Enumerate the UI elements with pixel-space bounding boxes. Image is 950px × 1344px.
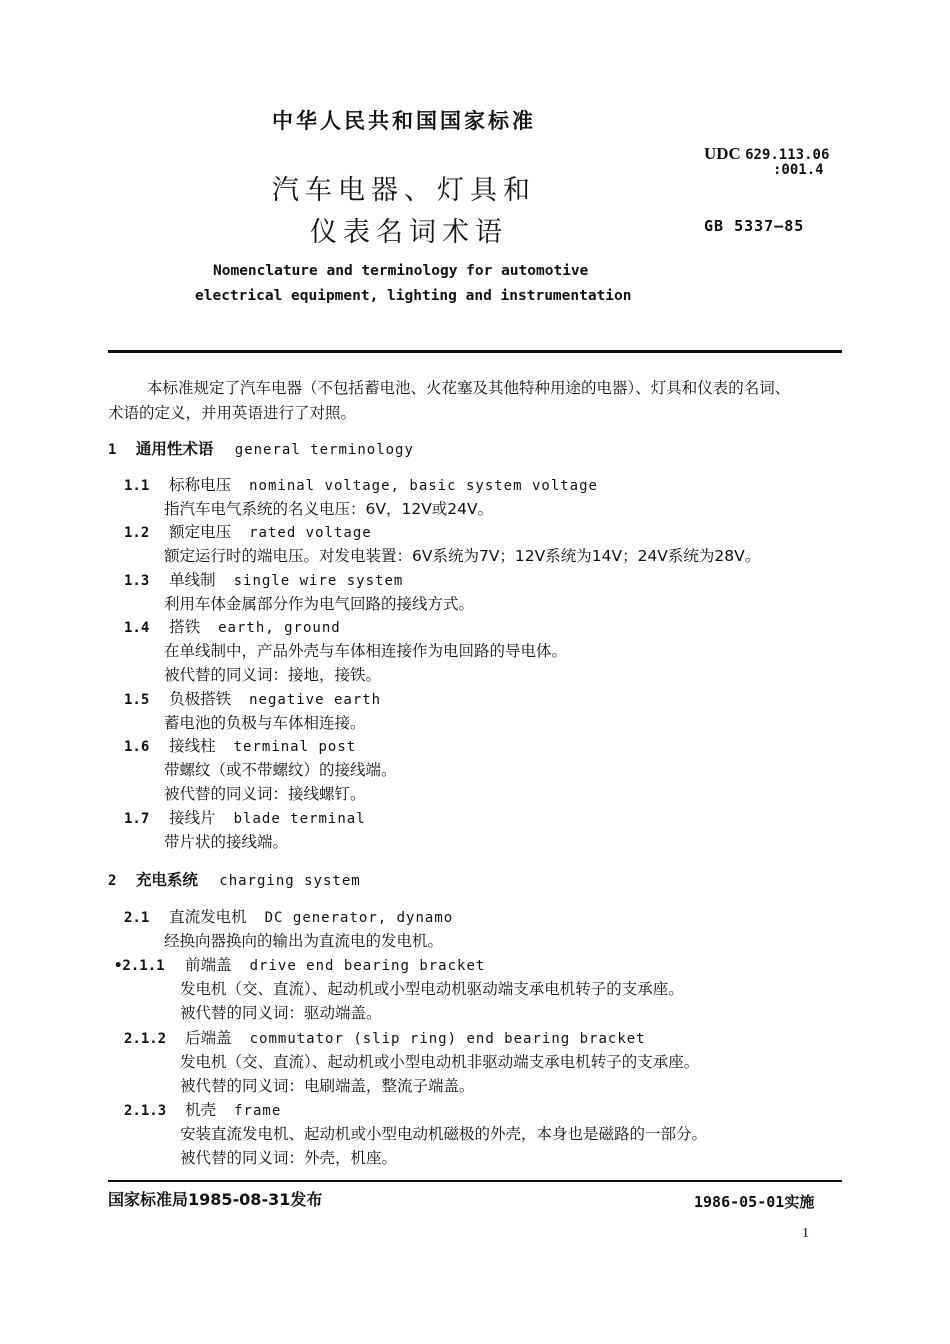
term-number: 1.5 — [124, 692, 150, 708]
term-1-6 — [124, 734, 356, 756]
gb-number: GB 5337—85 — [704, 217, 805, 235]
term-name: 直流发电机 DC generator, dynamo — [169, 908, 454, 926]
term-synonym: 被代替的同义词：驱动端盖。 — [180, 1004, 382, 1022]
term-definition: 带螺纹（或不带螺纹）的接线端。 — [164, 761, 397, 779]
effective-label: 实施 — [784, 1193, 815, 1211]
term-synonym: 被代替的同义词：接线螺钉。 — [164, 785, 366, 803]
term-number: 1.7 — [124, 811, 150, 827]
section-heading-2 — [108, 868, 361, 890]
term-1-7 — [124, 806, 366, 828]
term-number: 1.4 — [124, 620, 150, 636]
term-1-1 — [124, 473, 598, 495]
term-synonym: 被代替的同义词：电刷端盖，整流子端盖。 — [180, 1077, 475, 1095]
term-definition: 经换向器换向的输出为直流电的发电机。 — [164, 932, 444, 950]
term-number: 2.1 — [124, 910, 150, 926]
title-line-2: 仪表名词术语 — [310, 217, 508, 248]
term-number: 2.1.3 — [124, 1103, 167, 1119]
section-title: 通用性术语 — [135, 440, 214, 458]
term-name: 负极搭铁 negative earth — [169, 690, 382, 708]
term-name: 搭铁 earth, ground — [169, 618, 341, 636]
section-heading-1 — [108, 437, 414, 459]
term-number: 2.1.2 — [124, 1031, 167, 1047]
udc-number-suffix: :001.4 — [773, 162, 824, 178]
term-2-1-2 — [124, 1026, 646, 1048]
intro-line-1: 本标准规定了汽车电器（不包括蓄电池、火花塞及其他特种用途的电器）、灯具和仪表的名词、 — [147, 379, 791, 397]
udc-number: 629.113.06 — [745, 147, 830, 163]
section-title-en: general terminology — [234, 442, 414, 458]
term-name: 标称电压 nominal voltage, basic system voltage — [169, 476, 598, 494]
term-definition: 带片状的接线端。 — [164, 833, 289, 851]
term-number: 1.1 — [124, 478, 150, 494]
effective-date-value: 1986-05-01 — [694, 1193, 785, 1211]
country-standard-heading: 中华人民共和国国家标准 — [272, 109, 536, 133]
term-name: 接线柱 terminal post — [169, 737, 357, 755]
term-1-4 — [124, 615, 341, 637]
term-name: 后端盖 commutator (slip ring) end bearing bracket — [185, 1029, 646, 1047]
effective-date — [694, 1191, 814, 1212]
term-definition: 利用车体金属部分作为电气回路的接线方式。 — [164, 595, 475, 613]
term-definition: 安装直流发电机、起动机或小型电动机磁极的外壳，本身也是磁路的一部分。 — [180, 1125, 708, 1143]
english-title-line-2: electrical equipment, lighting and instrumentation — [195, 288, 632, 304]
english-title-line-1: Nomenclature and terminology for automotive — [213, 263, 589, 279]
section-number: 1 — [108, 442, 117, 458]
term-name: 机壳 frame — [185, 1101, 282, 1119]
term-definition: 发电机（交、直流）、起动机或小型电动机非驱动端支承电机转子的支承座。 — [180, 1053, 700, 1071]
footer-divider — [108, 1180, 842, 1182]
term-2-1-1 — [114, 953, 485, 975]
term-definition: 发电机（交、直流）、起动机或小型电动机驱动端支承电机转子的支承座。 — [180, 980, 684, 998]
term-synonym: 被代替的同义词：接地，接铁。 — [164, 666, 382, 684]
term-number: 1.2 — [124, 525, 150, 541]
term-number: •2.1.1 — [114, 958, 165, 974]
term-name: 接线片 blade terminal — [169, 809, 366, 827]
issued-by: 国家标准局1985-08-31发布 — [108, 1190, 323, 1209]
section-number: 2 — [108, 873, 117, 889]
section-title: 充电系统 — [135, 871, 198, 889]
page-number: 1 — [802, 1226, 809, 1241]
term-number: 1.6 — [124, 739, 150, 755]
section-title-en: charging system — [219, 873, 361, 889]
header-divider — [108, 350, 842, 353]
term-name: 单线制 single wire system — [169, 571, 404, 589]
term-synonym: 被代替的同义词：外壳，机座。 — [180, 1149, 398, 1167]
term-name: 前端盖 drive end bearing bracket — [185, 956, 486, 974]
term-2-1-3 — [124, 1098, 281, 1120]
term-number: 1.3 — [124, 573, 150, 589]
term-1-5 — [124, 687, 381, 709]
udc-label: UDC — [704, 144, 741, 163]
udc-code — [704, 144, 829, 164]
term-definition: 额定运行时的端电压。对发电装置：6V系统为7V；12V系统为14V；24V系统为28V。 — [164, 547, 761, 565]
term-definition: 指汽车电气系统的名义电压：6V，12V或24V。 — [164, 500, 494, 518]
term-1-2 — [124, 520, 372, 542]
intro-line-2: 术语的定义，并用英语进行了对照。 — [108, 404, 357, 422]
term-definition: 在单线制中，产品外壳与车体相连接作为电回路的导电体。 — [164, 642, 568, 660]
term-1-3 — [124, 568, 403, 590]
term-name: 额定电压 rated voltage — [169, 523, 372, 541]
title-line-1: 汽车电器、灯具和 — [272, 175, 536, 206]
term-definition: 蓄电池的负极与车体相连接。 — [164, 714, 366, 732]
term-2-1 — [124, 905, 453, 927]
